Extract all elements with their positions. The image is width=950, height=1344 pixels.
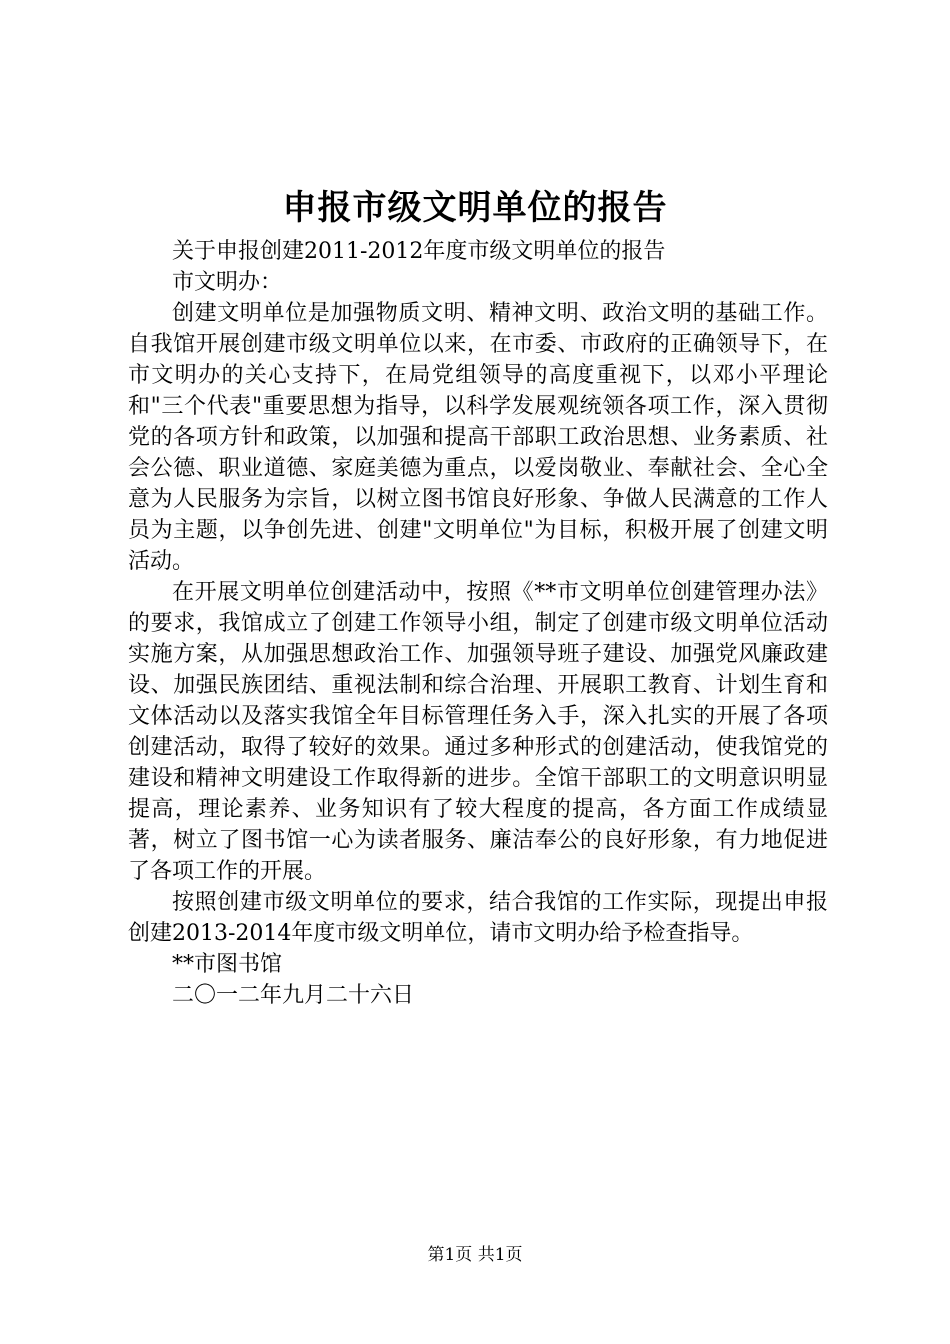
page-footer: 第1页 共1页 [427,1245,523,1265]
salutation: 市文明办： [172,270,283,295]
paragraph-2: 在开展文明单位创建活动中，按照《**市文明单位创建管理办法》的要求，我馆成立了创建工作领导小组，制定了创建市级文明单位活动实施方案，从加强思想政治工作、加强领导班子建设、加强党风廉政建设、加强民族团结、重视法制和综合治理、开展职工教育、计划生育和文体活动以及落实我馆全年目标管理任务入手，深入扎实的开展了各项创建活动，取得了较好的效果。通过多种形式的创建活动，使我馆党的建设和精神文明建设工作取得新的进步。全馆干部职工的文明意识明显提高，理论素养、业务知识有了较大程度的提高，各方面工作成绩显著，树立了图书馆一心为读者服务、廉洁奉公的良好形象，有力地促进了各项工作的开展。 [128,580,828,884]
document-subtitle: 关于申报创建2011-2012年度市级文明单位的报告 [172,239,666,264]
paragraph-1: 创建文明单位是加强物质文明、精神文明、政治文明的基础工作。自我馆开展创建市级文明单位以来，在市委、市政府的正确领导下，在市文明办的关心支持下，在局党组领导的高度重视下，以邓小平理论和"三个代表"重要思想为指导，以科学发展观统领各项工作，深入贯彻党的各项方针和政策，以加强和提高干部职工政治思想、业务素质、社会公德、职业道德、家庭美德为重点，以爱岗敬业、奉献社会、全心全意为人民服务为宗旨，以树立图书馆良好形象、争做人民满意的工作人员为主题，以争创先进、创建"文明单位"为目标，积极开展了创建文明活动。 [128,301,828,574]
signature: **市图书馆 [172,952,283,977]
paragraph-3: 按照创建市级文明单位的要求，结合我馆的工作实际，现提出申报创建2013-2014年度市级文明单位，请市文明办给予检查指导。 [128,890,828,946]
document-date: 二〇一二年九月二十六日 [172,983,415,1008]
document-title: 申报市级文明单位的报告 [282,188,668,228]
document-body [128,236,828,1011]
